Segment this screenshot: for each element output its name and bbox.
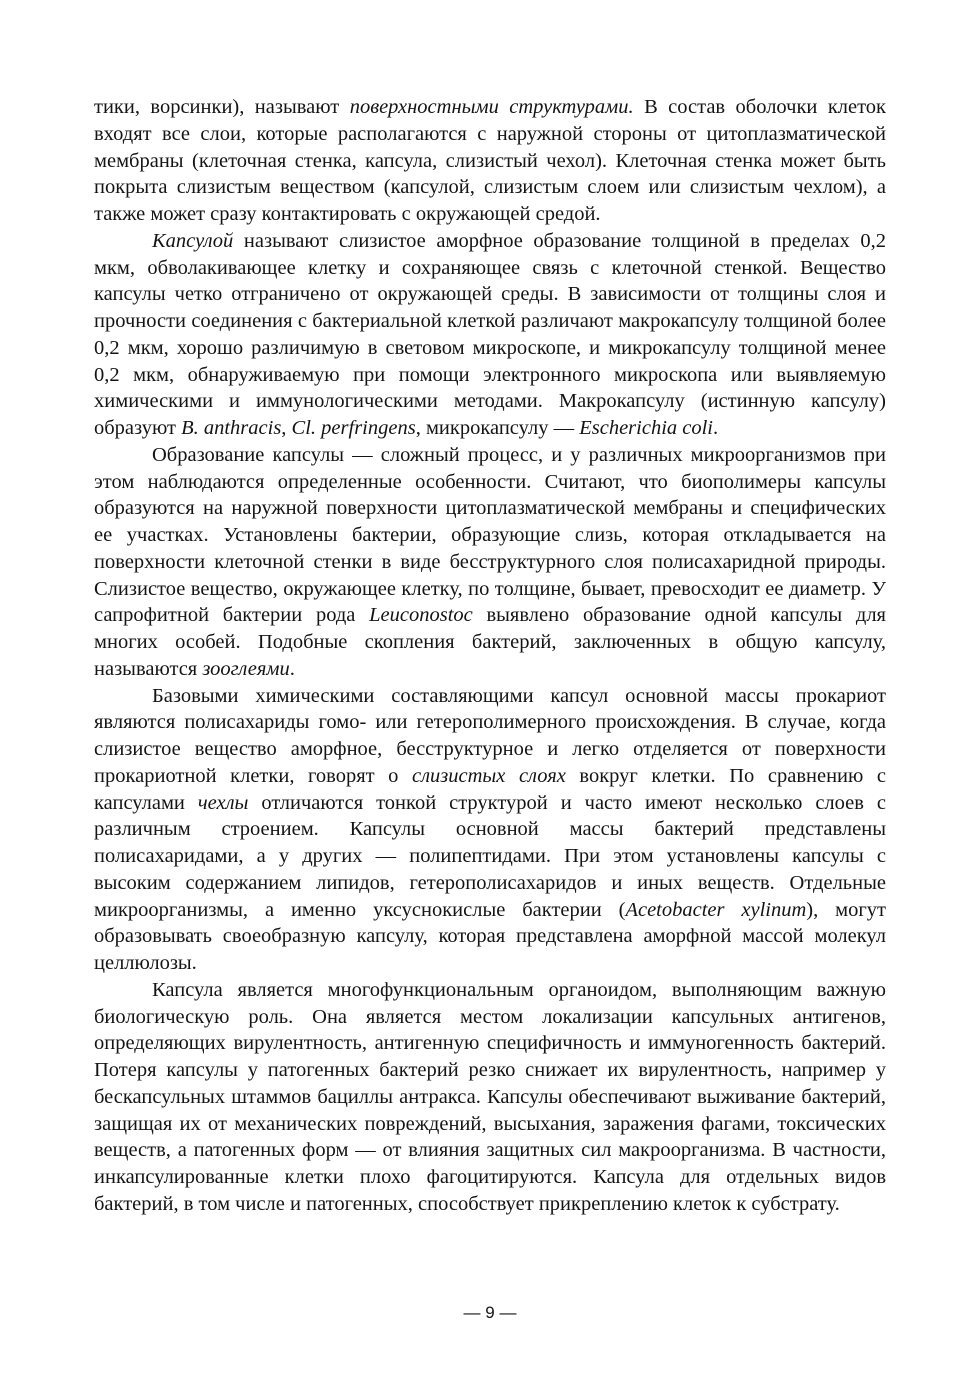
text-run: . [289, 657, 295, 680]
italic-term: чехлы [197, 791, 249, 814]
text-run: Образование капсулы — сложный процесс, и у различных микроорганизмов при этом наблюдаются определенные особенности. Считают, что биополимеры капсулы образуются на наружной поверхности цитоплазматической мембраны и специфических ее участках. Установлены бактерии, образующие слизь, которая откладывается на поверхности клеточной стенки в виде бесструктурного слоя полисахаридной природы. Слизистое вещество, окружающее клетку, по толщине, бывает, превосходит ее диаметр. У сапрофитной бактерии рода [94, 443, 886, 627]
text-run: тики, ворсинки), называют [94, 96, 350, 118]
italic-term: Cl. perfringens [291, 417, 416, 439]
text-run: выявлено образование одной капсулы для многих особей. Подобные скопления бактерий, заключенных в общую капсулу, называются [94, 604, 886, 680]
italic-term: B. anthracis [181, 417, 282, 439]
text-run: отличаются тонкой структурой и часто имеют несколько слоев с различным строением. Капсулы основной массы бактерий представлены полисахаридами, а у других — полипептидами. При этом установлены капсулы с высоким содержанием липидов, гетерополисахаридов и иных веществ. Отдельные микроорганизмы, а именно уксуснокислые бактерии ( [94, 791, 886, 921]
page-number: — 9 — [463, 1303, 517, 1322]
text-run: вокруг клетки. По сравнению с капсулами [94, 764, 886, 814]
italic-term: Escherichia coli [579, 417, 713, 439]
italic-term: слизистых слоях [411, 764, 566, 787]
paragraph [94, 683, 886, 977]
italic-term: Leuconostoc [369, 604, 473, 627]
italic-term: зооглеями [202, 657, 290, 680]
text-run: ), могут образовывать своеобразную капсулу, которая представлена аморфной массой молекул целлюлозы. [94, 898, 886, 974]
paragraph [94, 228, 886, 442]
text-run: . [713, 417, 719, 439]
paragraph [94, 977, 886, 1218]
text-run: , микрокапсулу — [415, 417, 580, 439]
italic-term: Капсулой [152, 229, 234, 252]
text-run: называют слизистое аморфное образование толщиной в пределах 0,2 мкм, обволакивающее клетку и сохраняющее связь с клеточной стенкой. Вещество капсулы четко отграничено от окружающей среды. В зависимости от толщины слоя и прочности соединения с бактериальной клеткой различают макрокапсулу толщиной более 0,2 мкм, хорошо различимую в световом микроскопе, и микрокапсулу толщиной менее 0,2 мкм, обнаруживаемую при помощи электронного микроскопа или выявляемую химическими и иммунологическими методами. Макрокапсулу (истинную капсулу) образуют [94, 229, 886, 439]
paragraph [94, 442, 886, 683]
text-run: Капсула является многофункциональным органоидом, выполняющим важную биологическую роль. Она является местом локализации капсульных антигенов, определяющих вирулентность, антигенную специфичность и иммуногенность бактерий. Потеря капсулы у патогенных бактерий резко снижает их вирулентность, например у бескапсульных штаммов бациллы антракса. Капсулы обеспечивают выживание бактерий, защищая их от механических повреждений, высыхания, заражения фагами, токсических веществ, а патогенных форм — от влияния защитных сил макроорганизма. В частности, инкапсулированные клетки плохо фагоцитируются. Капсула для отдельных видов бактерий, в том числе и патогенных, способствует прикреплению клеток к субстрату. [94, 978, 886, 1215]
page-body [94, 94, 886, 1218]
paragraph [94, 94, 886, 228]
text-run: Базовыми химическими составляющими капсул основной массы прокариот являются полисахариды гомо- или гетерополимерного происхождения. В случае, когда слизистое вещество аморфное, бесструктурное и легко отделяется от поверхности прокариотной клетки, говорят о [94, 684, 886, 787]
italic-term: Acetobacter xylinum [625, 898, 807, 921]
italic-term: поверхностными структурами. [349, 96, 634, 118]
text-run: , [281, 417, 292, 439]
text-run: В состав оболочки клеток входят все слои, которые располагаются с наружной стороны от цитоплазматической мембраны (клеточная стенка, капсула, слизистый чехол). Клеточная стенка может быть покрыта слизистым веществом (капсулой, слизистым слоем или слизистым чехлом), а также может сразу контактировать с окружающей средой. [94, 96, 886, 225]
